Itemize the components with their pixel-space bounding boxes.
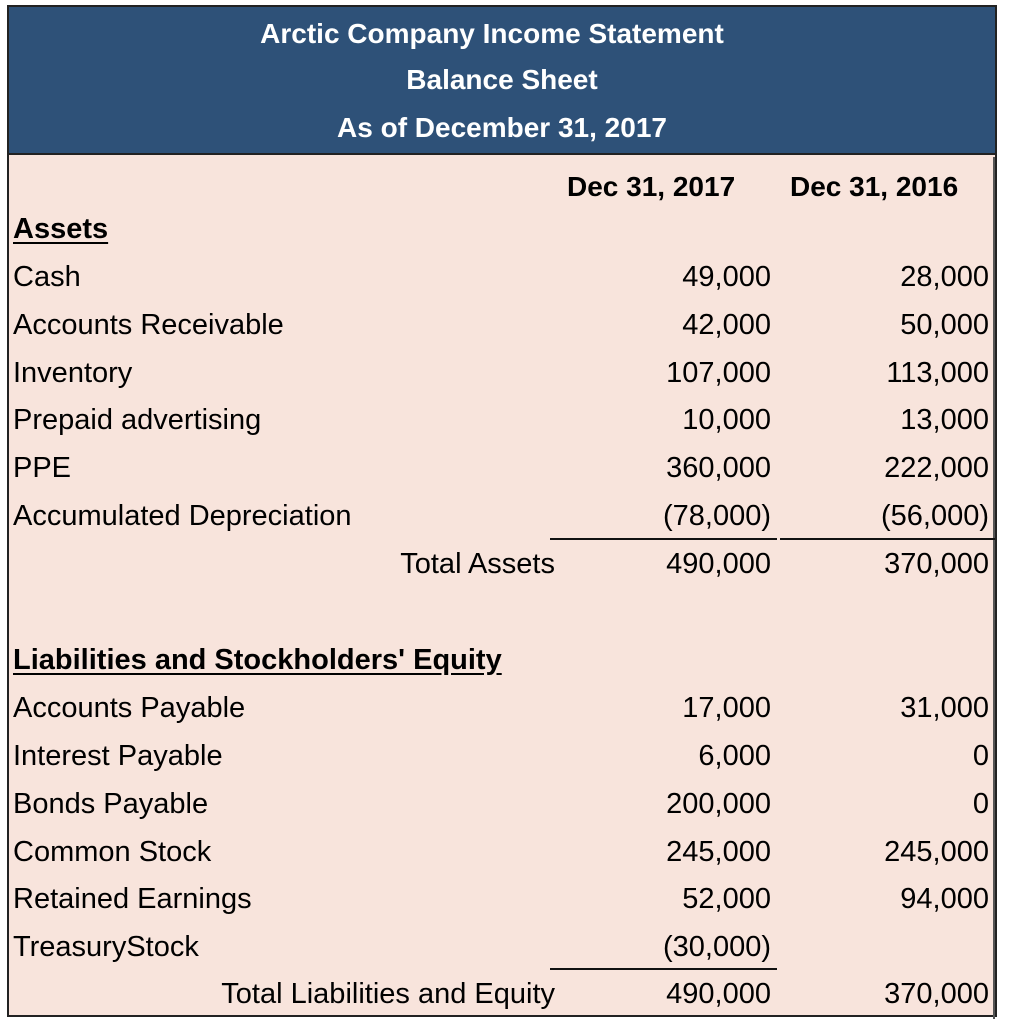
row-label: Cash: [13, 261, 81, 293]
row-value-prior: 113,000: [886, 357, 989, 389]
row-value-prior: 94,000: [900, 883, 989, 915]
header-statement-type: Balance Sheet: [406, 64, 598, 95]
row-label: Bonds Payable: [13, 788, 209, 820]
table-row: [9, 781, 995, 827]
assets-section-title: Assets: [13, 213, 109, 245]
table-row: [9, 733, 995, 779]
row-value-current: 42,000: [682, 309, 771, 341]
header-company-title: Arctic Company Income Statement: [260, 18, 724, 49]
row-label: TreasuryStock: [13, 931, 199, 963]
row-label: Retained Earnings: [13, 883, 252, 915]
row-value-prior: 0: [972, 788, 989, 820]
total-assets-row: [9, 541, 995, 587]
row-value-current: 52,000: [682, 883, 771, 915]
row-value-current: (78,000): [662, 500, 771, 532]
row-value-prior: 222,000: [884, 452, 989, 484]
total-assets-current: 490,000: [666, 548, 771, 580]
row-label: PPE: [13, 452, 72, 484]
table-row: [9, 254, 995, 300]
header-date: As of December 31, 2017: [337, 112, 667, 143]
liabilities-subtotal-rule-current: [550, 968, 777, 970]
row-label: Accounts Receivable: [13, 309, 284, 341]
total-assets-prior: 370,000: [884, 548, 989, 580]
row-value-prior: 31,000: [900, 692, 989, 724]
column-header-current: Dec 31, 2017: [567, 171, 736, 202]
table-row: [9, 397, 995, 443]
row-label: Accumulated Depreciation: [13, 500, 352, 532]
total-liabilities-row: [9, 971, 995, 1017]
row-label: Inventory: [13, 357, 133, 389]
table-row: [9, 302, 995, 348]
row-value-current: 245,000: [666, 836, 771, 868]
table-row: [9, 924, 995, 970]
row-label: Prepaid advertising: [13, 404, 262, 436]
total-liabilities-label: Total Liabilities and Equity: [221, 978, 555, 1010]
assets-section-row: [9, 206, 995, 252]
row-value-current: 17,000: [682, 692, 771, 724]
row-value-prior: 13,000: [900, 404, 989, 436]
statement-header: [9, 7, 995, 155]
row-value-current: 360,000: [666, 452, 771, 484]
row-value-prior: 0: [972, 740, 989, 772]
total-liabilities-current: 490,000: [666, 978, 771, 1010]
row-value-current: 107,000: [666, 357, 771, 389]
row-value-current: 6,000: [698, 740, 771, 772]
table-row: [9, 876, 995, 922]
row-value-prior: 245,000: [884, 836, 989, 868]
total-assets-label: Total Assets: [400, 548, 555, 580]
row-value-current: 200,000: [666, 788, 771, 820]
row-label: Accounts Payable: [13, 692, 246, 724]
table-row: [9, 350, 995, 396]
row-value-current: 10,000: [682, 404, 771, 436]
assets-subtotal-rule-prior: [780, 538, 995, 540]
column-header-prior: Dec 31, 2016: [790, 171, 959, 202]
balance-sheet: [7, 5, 997, 1017]
row-label: Common Stock: [13, 836, 212, 868]
table-row: [9, 685, 995, 731]
liabilities-section-title: Liabilities and Stockholders' Equity: [13, 644, 502, 676]
table-row: [9, 493, 995, 539]
table-row: [9, 829, 995, 875]
row-value-prior: (56,000): [880, 500, 989, 532]
row-value-current: 49,000: [682, 261, 771, 293]
row-label: Interest Payable: [13, 740, 223, 772]
table-row: [9, 445, 995, 491]
row-value-current: (30,000): [662, 931, 771, 963]
assets-subtotal-rule-current: [550, 538, 777, 540]
row-value-prior: 28,000: [900, 261, 989, 293]
row-value-prior: 50,000: [900, 309, 989, 341]
liabilities-section-row: [9, 637, 995, 683]
total-liabilities-prior: 370,000: [884, 978, 989, 1010]
